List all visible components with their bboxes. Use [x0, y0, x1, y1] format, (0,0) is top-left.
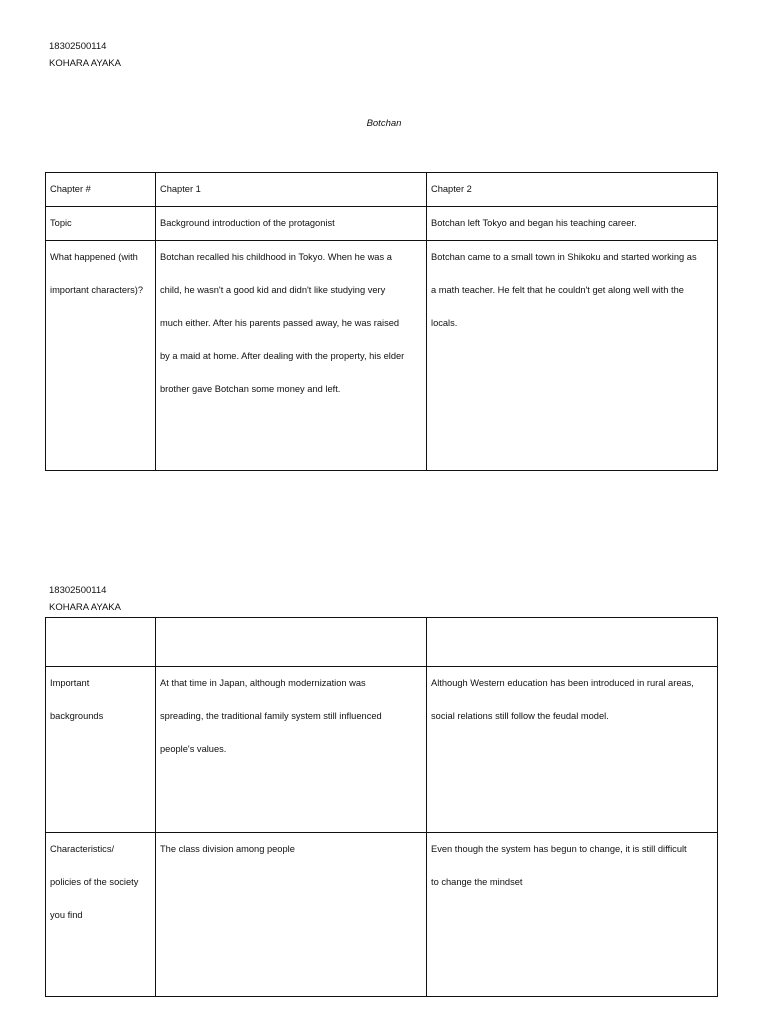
- table-cell: Background introduction of the protagonist: [156, 207, 427, 241]
- table-cell: Characteristics/ policies of the society you find: [46, 833, 156, 997]
- table-cell: What happened (with important characters)?: [46, 241, 156, 471]
- table-cell: Topic: [46, 207, 156, 241]
- table-cell: Chapter #: [46, 173, 156, 207]
- table-cell: [156, 618, 427, 667]
- student-id: 18302500114: [49, 585, 107, 596]
- chapter-table-2: [45, 617, 718, 997]
- table-cell: Even though the system has begun to change, it is still difficult to change the mindset: [427, 833, 718, 997]
- table-row-header: [46, 173, 718, 207]
- table-cell: [427, 618, 718, 667]
- table-row-topic: [46, 207, 718, 241]
- table-cell: Botchan came to a small town in Shikoku and started working as a math teacher. He felt that he couldn't get along well with the locals.: [427, 241, 718, 471]
- table-cell: Botchan left Tokyo and began his teaching career.: [427, 207, 718, 241]
- document-title: Botchan: [366, 118, 402, 129]
- table-cell: The class division among people: [156, 833, 427, 997]
- student-name: KOHARA AYAKA: [49, 602, 121, 613]
- table-cell: Chapter 1: [156, 173, 427, 207]
- table-cell: Important backgrounds: [46, 667, 156, 833]
- student-name: KOHARA AYAKA: [49, 58, 121, 69]
- table-row-empty: [46, 618, 718, 667]
- student-id: 18302500114: [49, 41, 107, 52]
- table-cell: Although Western education has been introduced in rural areas, social relations still follow the feudal model.: [427, 667, 718, 833]
- table-cell: At that time in Japan, although modernization was spreading, the traditional family system still influenced people's values.: [156, 667, 427, 833]
- table-row-what-happened: [46, 241, 718, 471]
- table-cell: [46, 618, 156, 667]
- table-row-backgrounds: [46, 667, 718, 833]
- table-cell: Botchan recalled his childhood in Tokyo. When he was a child, he wasn't a good kid and didn't like studying very much either. After his parents passed away, he was raised by a maid at home. After dealing with the property, his elder brother gave Botchan some money and left.: [156, 241, 427, 471]
- table-row-characteristics: [46, 833, 718, 997]
- chapter-table-1: [45, 172, 718, 471]
- table-cell: Chapter 2: [427, 173, 718, 207]
